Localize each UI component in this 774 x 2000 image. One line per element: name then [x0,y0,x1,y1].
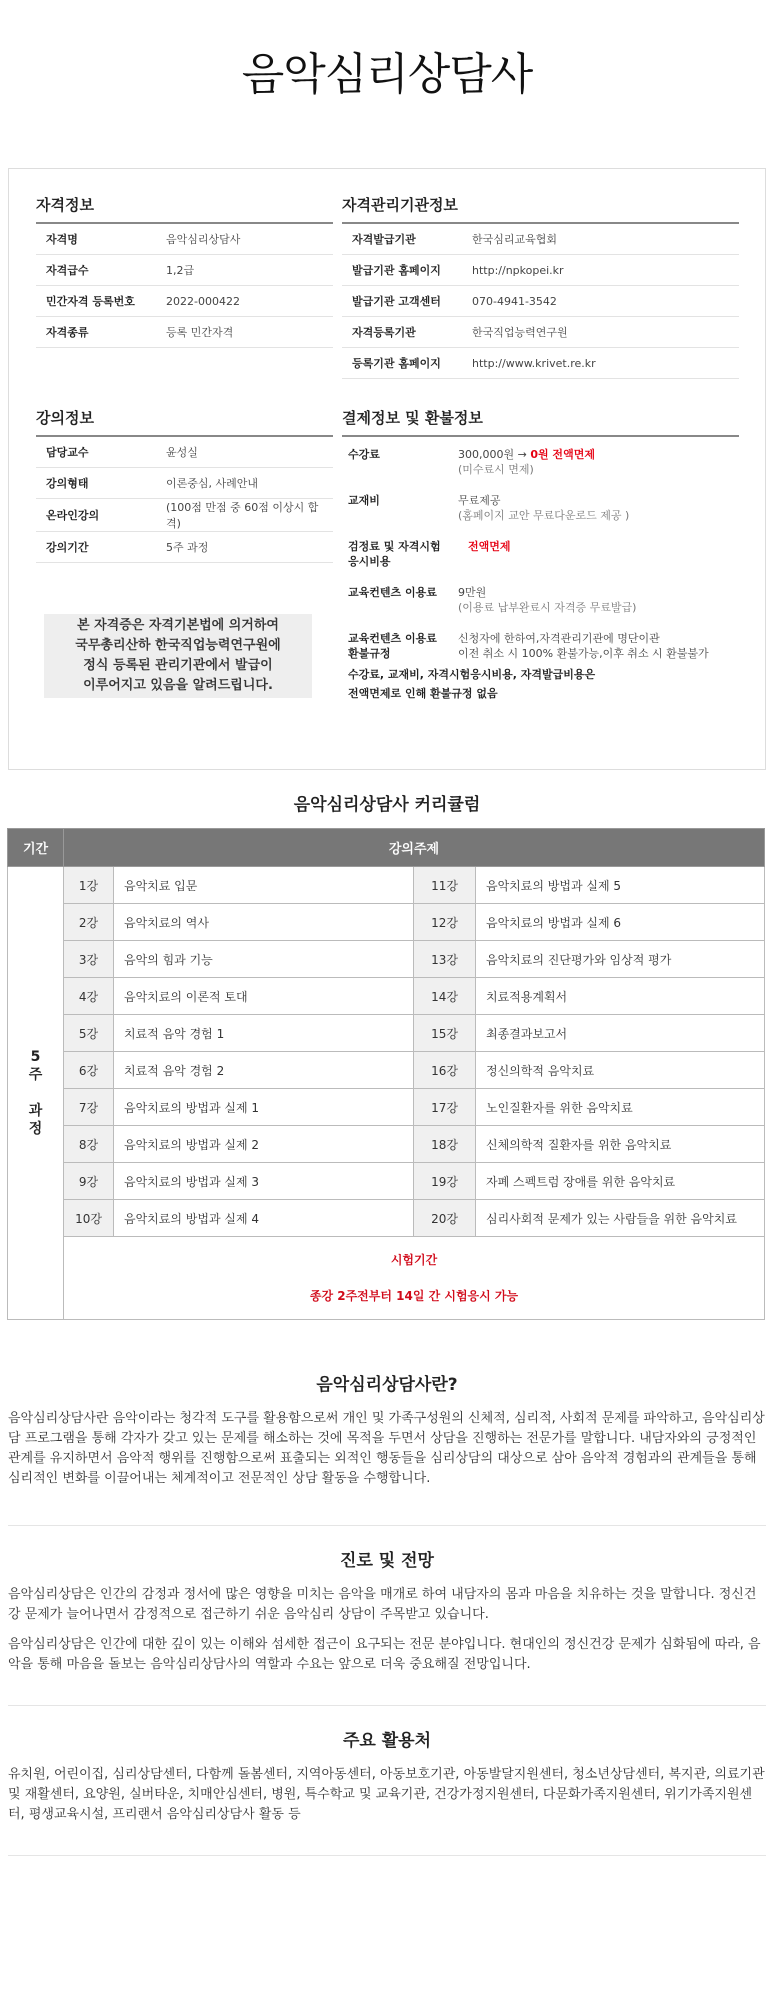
cert-info-key: 자격급수 [36,255,166,286]
payment-row-tuition [342,437,739,483]
agency-info-value: http://www.krivet.re.kr [472,348,739,379]
tuition-free: 0원 전액면제 [530,448,595,461]
exam-period-label: 시험기간 [390,1253,438,1267]
cert-info-key: 민간자격 등록번호 [36,286,166,317]
cert-info-value: 1,2급 [166,255,333,286]
tuition-price: 300,000원 → [458,448,527,461]
info-box [8,168,766,770]
lecture-title-right: 치료적용계획서 [476,978,765,1015]
refund-label-1: 교육컨텐츠 이용료 [348,632,437,645]
payment-note-2: 전액면제로 인해 환불규정 없음 [348,687,498,700]
agency-info-key: 자격발급기관 [342,224,472,255]
lecture-info-row [36,499,333,532]
lecture-number-left: 4강 [64,978,114,1015]
lecture-title-left: 음악치료의 이론적 토대 [114,978,414,1015]
lecture-number-right: 20강 [414,1200,476,1237]
table-row [8,1089,765,1126]
agency-info-key: 발급기관 홈페이지 [342,255,472,286]
refund-label-2: 환불규정 [348,647,391,660]
col-period-header: 기간 [8,829,64,867]
table-row [8,904,765,941]
payment-table [342,437,739,661]
cert-info-value: 2022-000422 [166,286,333,317]
lecture-title-right: 신체의학적 질환자를 위한 음악치료 [476,1126,765,1163]
lecture-title-right: 음악치료의 방법과 실제 6 [476,904,765,941]
lecture-title-left: 음악치료의 방법과 실제 4 [114,1200,414,1237]
table-row [8,867,765,904]
table-row [8,1015,765,1052]
cert-info-heading: 자격정보 [36,194,333,224]
lecture-number-right: 11강 [414,867,476,904]
exam-label-1: 검정료 및 자격시험 [348,540,441,553]
exam-row [8,1237,765,1320]
payment-heading: 결제정보 및 환불정보 [342,407,739,437]
lecture-number-right: 16강 [414,1052,476,1089]
career-p1: 음악심리상담은 인간의 감정과 정서에 많은 영향을 미치는 음악을 매개로 하여 내담자의 몸과 마음을 치유하는 것을 말합니다. 정신건강 문제가 늘어나면서 감정적으로 접근하기 쉬운 음악심리 상담이 주목받고 있습니다. [8,1587,757,1622]
lecture-info-key: 담당교수 [36,437,166,468]
agency-info-row [342,286,739,317]
period-line: 정 [28,1121,43,1137]
lecture-title-right: 정신의학적 음악치료 [476,1052,765,1089]
divider [8,1705,766,1706]
material-note: (홈페이지 교안 무료다운로드 제공 ) [458,509,630,522]
lecture-info-key: 강의기간 [36,532,166,563]
lecture-number-left: 3강 [64,941,114,978]
col-topic-header: 강의주제 [64,829,765,867]
agency-info-section [342,194,739,379]
table-row [8,978,765,1015]
lecture-title-right: 음악치료의 진단평가와 임상적 평가 [476,941,765,978]
curriculum-table [7,828,765,1320]
refund-value-1: 신청자에 한하여,자격관리기관에 명단이관 [458,632,660,645]
period-line: 5 [30,1049,41,1065]
lecture-info-heading: 강의정보 [36,407,333,437]
cert-info-table [36,224,333,348]
lecture-title-left: 치료적 음악 경험 2 [114,1052,414,1089]
cert-info-value: 음악심리상담사 [166,224,333,255]
exam-value: 전액면제 [468,540,511,553]
lecture-info-key: 강의형태 [36,468,166,499]
notice-line: 이루어지고 있음을 알려드립니다. [83,678,273,693]
tuition-note: (미수료시 면제) [458,463,534,476]
career-section [0,1546,774,1675]
agency-info-value: http://npkopei.kr [472,255,739,286]
lecture-info-row [36,437,333,468]
agency-info-key: 등록기관 홈페이지 [342,348,472,379]
page-title: 음악심리상담사 [241,49,533,100]
lecture-title-left: 음악치료의 방법과 실제 2 [114,1126,414,1163]
table-row [8,1126,765,1163]
lecture-number-left: 8강 [64,1126,114,1163]
lecture-info-row [36,532,333,563]
cert-info-value: 등록 민간자격 [166,317,333,348]
exam-period-cell [64,1237,765,1320]
cert-info-key: 자격명 [36,224,166,255]
about-section [0,1370,774,1489]
curriculum-title: 음악심리상담사 커리큘럼 [293,795,481,815]
lecture-title-right: 자폐 스펙트럼 장애를 위한 음악치료 [476,1163,765,1200]
career-p2: 음악심리상담은 인간에 대한 깊이 있는 이해와 섬세한 접근이 요구되는 전문 분야입니다. 현대인의 정신건강 문제가 심화됨에 따라, 음악을 통해 마음을 돌보는 음악심리상담사의 역할과 수요는 앞으로 더욱 중요해질 전망입니다. [8,1637,761,1672]
usage-body: 유치원, 어린이집, 심리상담센터, 다함께 돌봄센터, 지역아동센터, 아동보호기관, 아동발달지원센터, 청소년상담센터, 복지관, 의료기관 및 재활센터, 요양원, 실버타운, 치매안심센터, 병원, 특수학교 및 교육기관, 건강가정지원센터, 다문화가족지원센터, 위기가족지원센터, 평생교육시설, 프리랜서 음악심리상담사 활동 등 [8,1767,765,1822]
notice-line: 본 자격증은 자격기본법에 의거하여 [77,618,279,633]
agency-info-row [342,348,739,379]
notice-line: 정식 등록된 관리기관에서 발급이 [83,658,273,673]
lecture-number-right: 17강 [414,1089,476,1126]
material-value: 무료제공 [458,494,501,507]
lecture-title-right: 음악치료의 방법과 실제 5 [476,867,765,904]
table-row [8,1200,765,1237]
lecture-number-left: 1강 [64,867,114,904]
lecture-info-value: 5주 과정 [166,532,333,563]
lecture-number-right: 18강 [414,1126,476,1163]
cert-info-row [36,255,333,286]
material-label: 교재비 [348,494,380,507]
lecture-number-left: 7강 [64,1089,114,1126]
lecture-number-left: 10강 [64,1200,114,1237]
lecture-title-right: 심리사회적 문제가 있는 사람들을 위한 음악치료 [476,1200,765,1237]
refund-value-2: 이전 취소 시 100% 환불가능,이후 취소 시 환불불가 [458,647,709,660]
lecture-title-right: 노인질환자를 위한 음악치료 [476,1089,765,1126]
agency-info-heading: 자격관리기관정보 [342,194,739,224]
agency-info-key: 발급기관 고객센터 [342,286,472,317]
content-value: 9만원 [458,586,487,599]
divider [8,1525,766,1526]
payment-row-refund [342,621,739,661]
lecture-info-value: 윤성실 [166,437,333,468]
agency-info-key: 자격등록기관 [342,317,472,348]
notice-box [44,614,312,698]
table-row [8,941,765,978]
lecture-number-right: 12강 [414,904,476,941]
agency-info-row [342,317,739,348]
cert-info-row [36,224,333,255]
period-line: 과 [28,1103,43,1119]
cert-info-row [36,286,333,317]
lecture-number-right: 14강 [414,978,476,1015]
lecture-title-left: 음악치료 입문 [114,867,414,904]
content-label: 교육컨텐츠 이용료 [348,586,437,599]
usage-section [0,1726,774,1825]
cert-info-row [36,317,333,348]
period-cell [8,867,64,1320]
lecture-number-left: 9강 [64,1163,114,1200]
lecture-title-right: 최종결과보고서 [476,1015,765,1052]
lecture-title-left: 음악치료의 역사 [114,904,414,941]
exam-period-text: 종강 2주전부터 14일 간 시험응시 가능 [309,1289,519,1303]
exam-label-2: 응시비용 [348,555,391,568]
agency-info-value: 한국직업능력연구원 [472,317,739,348]
career-heading: 진로 및 전망 [340,1551,434,1571]
tuition-label: 수강료 [348,448,380,461]
agency-info-value: 070-4941-3542 [472,286,739,317]
payment-row-material [342,483,739,529]
usage-heading: 주요 활용처 [342,1731,432,1751]
lecture-number-right: 13강 [414,941,476,978]
table-row [8,1052,765,1089]
table-row [8,1163,765,1200]
lecture-title-left: 음악치료의 방법과 실제 1 [114,1089,414,1126]
about-body: 음악심리상담사란 음악이라는 청각적 도구를 활용함으로써 개인 및 가족구성원의 신체적, 심리적, 사회적 문제를 파악하고, 음악심리상담 프로그램을 통해 각자가 갖고 있는 문제를 해소하는 것에 목적을 두면서 상담을 진행하는 전문가를 말합니다. 내담자와의 긍정적인 관계를 유지하면서 음악적 행위를 진행함으로써 표출되는 외적인 행동들을 심리상담의 대상으로 삼아 음악적 경험과의 관계들을 통해 심리적인 변화를 이끌어내는 체계적이고 전문적인 상담 활동을 수행합니다. [8,1411,765,1486]
payment-section [342,407,739,703]
content-note: (이용료 납부완료시 자격증 무료발급) [458,601,637,614]
period-line: 주 [28,1067,43,1083]
cert-info-key: 자격종류 [36,317,166,348]
divider [8,1855,766,1856]
notice-line: 국무총리산하 한국직업능력연구원에 [75,638,281,653]
lecture-number-left: 6강 [64,1052,114,1089]
lecture-info-table [36,437,333,563]
lecture-title-left: 치료적 음악 경험 1 [114,1015,414,1052]
cert-info-section [36,194,333,348]
payment-row-content [342,575,739,621]
lecture-info-value: 이론중심, 사례안내 [166,468,333,499]
agency-info-row [342,224,739,255]
lecture-number-right: 19강 [414,1163,476,1200]
payment-note-1: 수강료, 교재비, 자격시험응시비용, 자격발급비용은 [348,668,596,681]
lecture-title-left: 음악치료의 방법과 실제 3 [114,1163,414,1200]
lecture-title-left: 음악의 힘과 기능 [114,941,414,978]
agency-info-table [342,224,739,379]
agency-info-row [342,255,739,286]
agency-info-value: 한국심리교육협회 [472,224,739,255]
lecture-info-value: (100점 만점 중 60점 이상시 합격) [166,499,333,532]
lecture-number-right: 15강 [414,1015,476,1052]
lecture-info-key: 온라인강의 [36,499,166,532]
period-line [9,1084,62,1102]
payment-row-exam [342,529,739,575]
lecture-info-row [36,468,333,499]
about-heading: 음악심리상담사란? [316,1375,458,1395]
lecture-number-left: 5강 [64,1015,114,1052]
payment-note [342,665,739,703]
lecture-number-left: 2강 [64,904,114,941]
lecture-info-section [36,407,333,563]
